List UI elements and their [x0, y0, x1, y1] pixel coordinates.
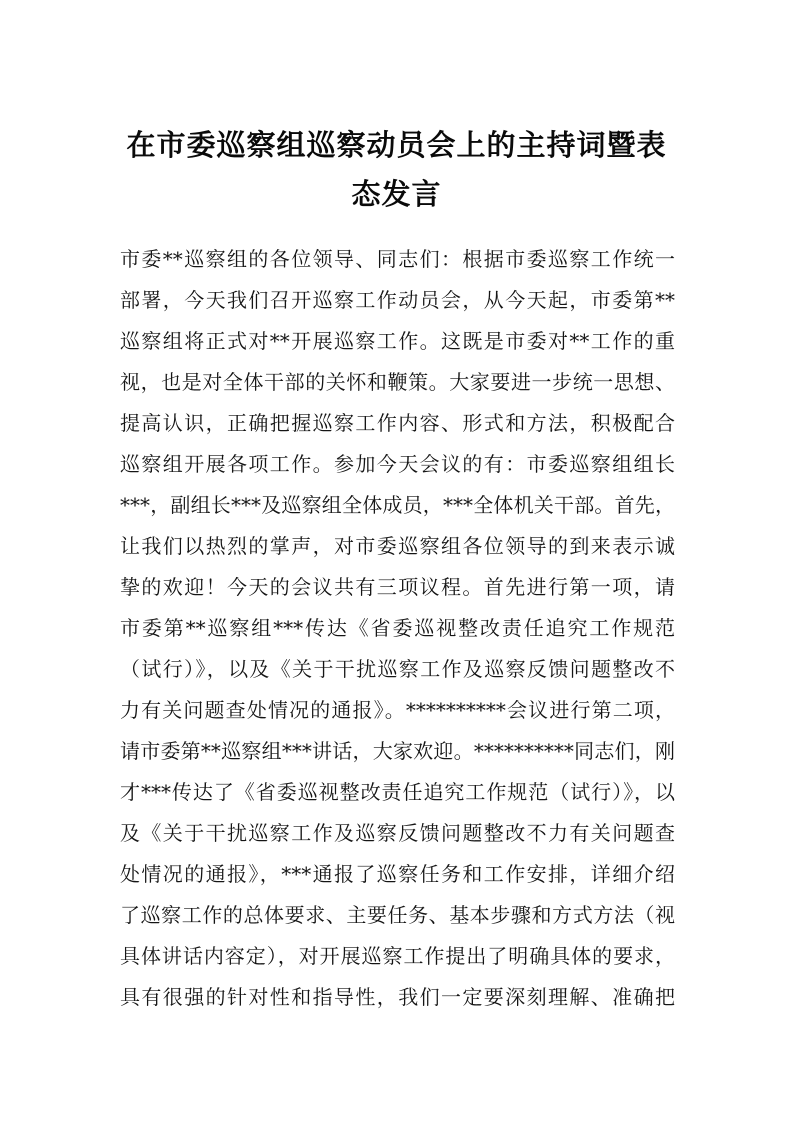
- body-line: 力有关问题查处情况的通报》。**********会议进行第二项，: [120, 698, 675, 722]
- body-line: 市委**巡察组的各位领导、同志们：根据市委巡察工作统一: [120, 247, 675, 271]
- body-line: ***，副组长***及巡察组全体成员，***全体机关干部。首先，: [120, 493, 675, 517]
- body-line: 视，也是对全体干部的关怀和鞭策。大家要进一步统一思想、: [120, 370, 675, 394]
- body-line: 具体讲话内容定），对开展巡察工作提出了明确具体的要求，: [120, 944, 675, 968]
- body-line: （试行）》，以及《关于干扰巡察工作及巡察反馈问题整改不: [120, 657, 675, 681]
- body-line: 及《关于干扰巡察工作及巡察反馈问题整改不力有关问题查: [120, 821, 675, 845]
- body-line: 提高认识，正确把握巡察工作内容、形式和方法，积极配合: [120, 411, 675, 435]
- body-line: 了巡察工作的总体要求、主要任务、基本步骤和方式方法（视: [120, 903, 675, 927]
- body-line: 部署，今天我们召开巡察工作动员会，从今天起，市委第**: [120, 288, 675, 312]
- document-title-line-2: 态发言: [351, 177, 442, 211]
- body-line: 挚的欢迎！今天的会议共有三项议程。首先进行第一项，请: [120, 575, 675, 599]
- body-line: 让我们以热烈的掌声，对市委巡察组各位领导的到来表示诚: [120, 534, 675, 558]
- body-line: 处情况的通报》，***通报了巡察任务和工作安排，详细介绍: [120, 862, 675, 886]
- body-line: 市委第**巡察组***传达《省委巡视整改责任追究工作规范: [120, 616, 675, 640]
- document-title-line-1: 在市委巡察组巡察动员会上的主持词暨表: [126, 128, 667, 162]
- body-line: 巡察组将正式对**开展巡察工作。这既是市委对**工作的重: [120, 329, 675, 353]
- body-line: 巡察组开展各项工作。参加今天会议的有：市委巡察组组长: [120, 452, 675, 476]
- body-line: 才***传达了《省委巡视整改责任追究工作规范（试行）》，以: [120, 780, 675, 804]
- body-line: 请市委第**巡察组***讲话，大家欢迎。**********同志们，刚: [120, 739, 675, 763]
- body-line: 具有很强的针对性和指导性，我们一定要深刻理解、准确把: [120, 985, 675, 1009]
